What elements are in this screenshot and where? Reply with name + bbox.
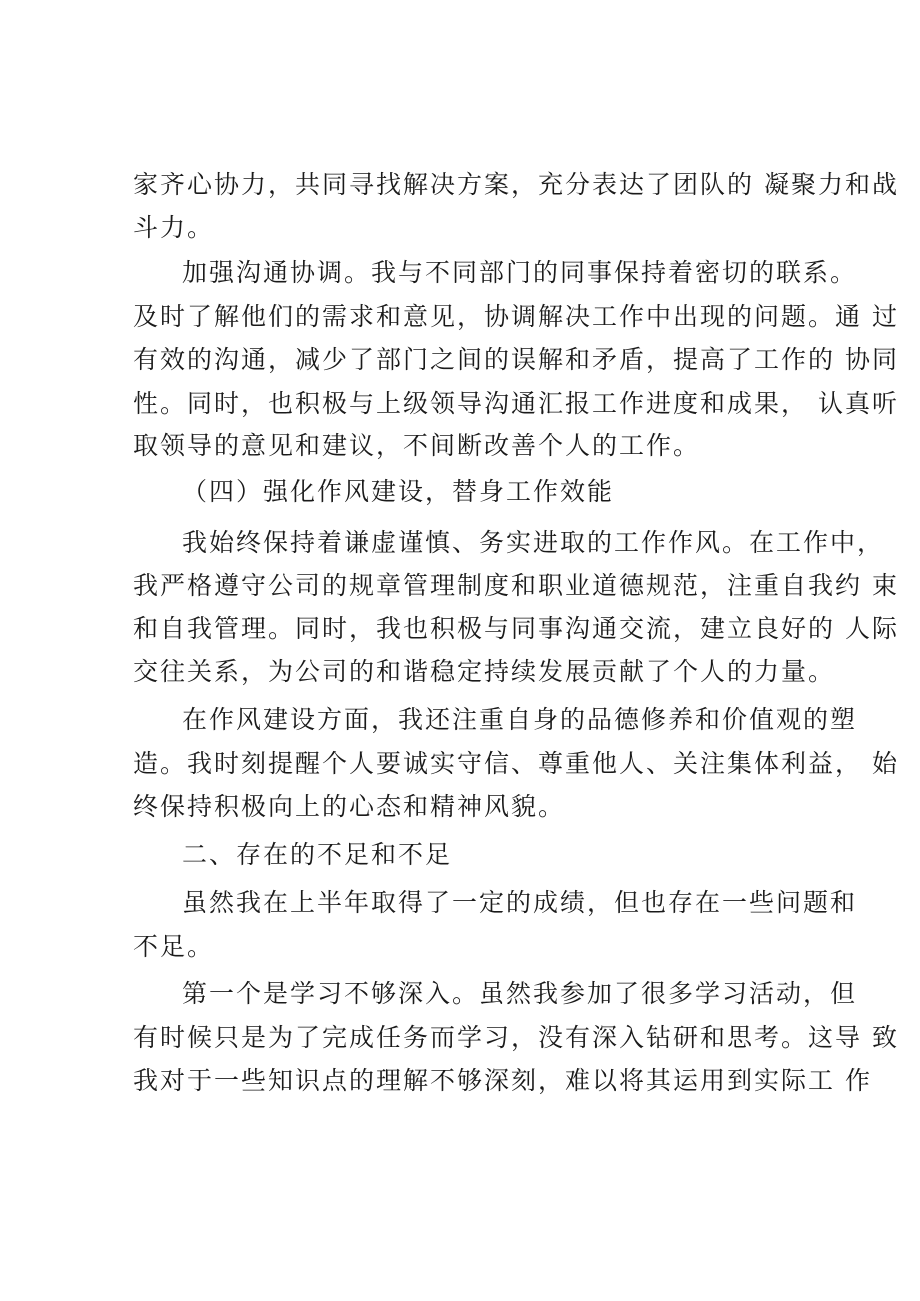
section-heading: （四）强化作风建设，替身工作效能 [182,477,615,506]
text-line: 不足。 [133,932,215,961]
text-line: 我对于一些知识点的理解不够深刻，难以将其运用到实际工 作 [133,1066,872,1095]
text-line: 及时了解他们的需求和意见，协调解决工作中出现的问题。通 过 [133,302,899,331]
text-line: 终保持积极向上的心态和精神风貌。 [133,792,566,821]
text-line: 家齐心协力，共同寻找解决方案，充分表达了团队的 凝聚力和战 [133,170,899,199]
section-heading: 二、存在的不足和不足 [182,840,453,869]
text-line: 虽然我在上半年取得了一定的成绩，但也存在一些问题和 [182,888,858,917]
text-line: 有效的沟通，减少了部门之间的误解和矛盾，提高了工作的 协同 [133,345,899,374]
text-line: 和自我管理。同时，我也积极与同事沟通交流，建立良好的 人际 [133,614,899,643]
text-line: 造。我时刻提醒个人要诚实守信、尊重他人、关注集体利益， 始 [133,749,899,778]
text-line: 第一个是学习不够深入。虽然我参加了很多学习活动，但 [182,979,858,1008]
text-line: 性。同时，也积极与上级领导沟通汇报工作进度和成果， 认真听 [133,389,899,418]
text-line: 有时候只是为了完成任务而学习，没有深入钻研和思考。这导 致 [133,1023,899,1052]
text-line: 在作风建设方面，我还注重自身的品德修养和价值观的塑 [182,705,858,734]
text-line: 斗力。 [133,213,215,242]
text-line: 我严格遵守公司的规章管理制度和职业道德规范，注重自我约 束 [133,571,899,600]
text-line: 交往关系，为公司的和谐稳定持续发展贡献了个人的力量。 [133,657,836,686]
text-line: 我始终保持着谦虚谨慎、务实进取的工作作风。在工作中， [182,528,885,557]
text-line: 取领导的意见和建议，不间断改善个人的工作。 [133,431,701,460]
text-line: 加强沟通协调。我与不同部门的同事保持着密切的联系。 [182,258,858,287]
